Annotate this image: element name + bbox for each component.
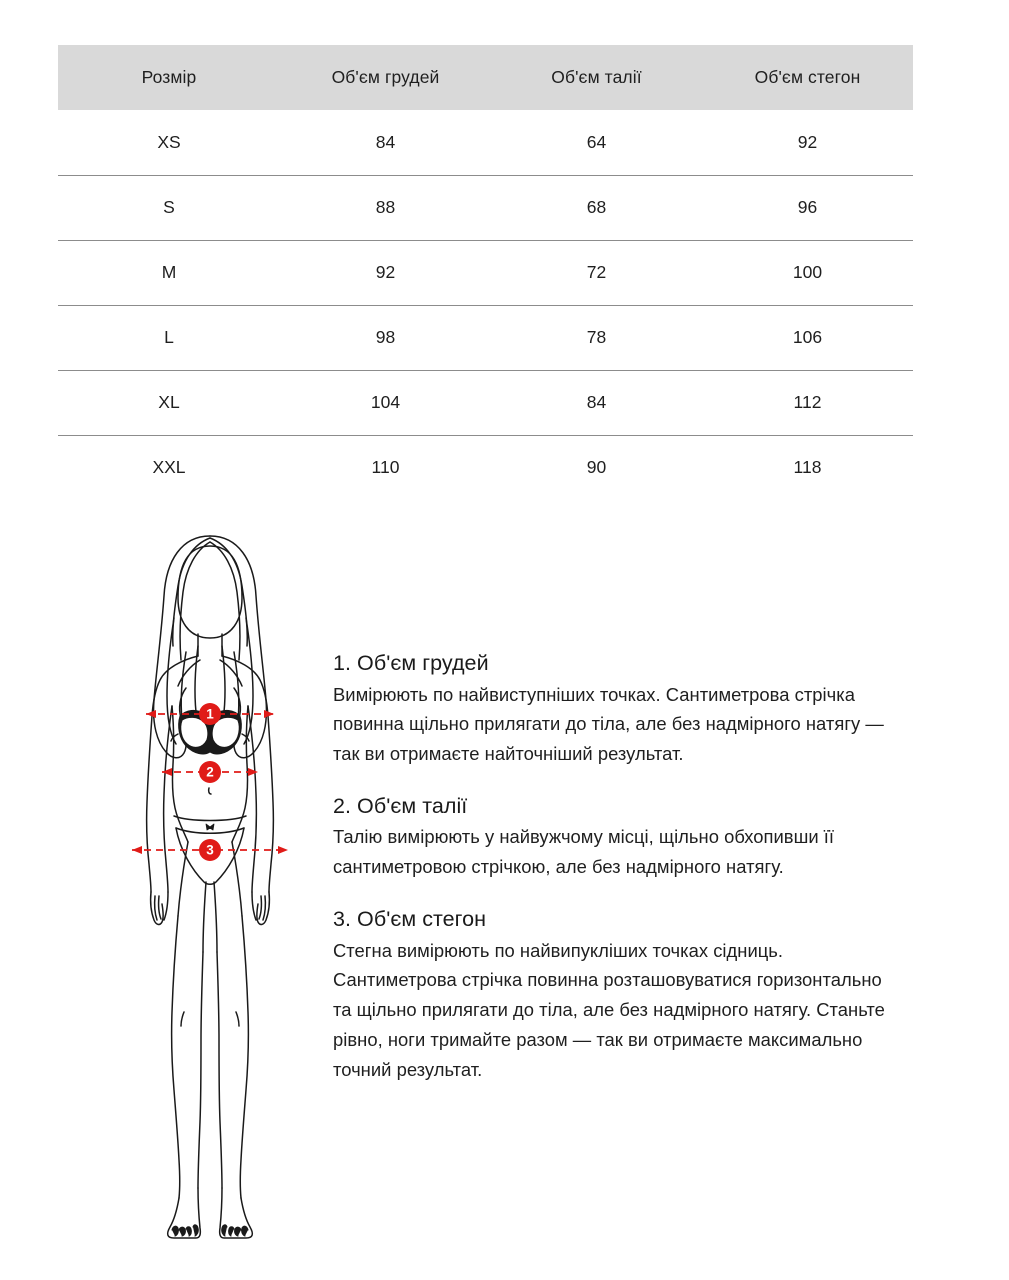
hips-arrow-head-left: [132, 846, 142, 854]
cell-size: L: [58, 305, 280, 370]
shoulder-left: [152, 656, 198, 716]
cell-hips: 100: [702, 240, 913, 305]
cell-waist: 72: [491, 240, 702, 305]
cell-size: M: [58, 240, 280, 305]
waist-arrow-head-left: [162, 768, 172, 776]
finger-left-1: [155, 896, 157, 920]
cell-waist: 64: [586, 131, 607, 152]
waist-arrow-head-right: [248, 768, 258, 776]
measurement-instructions: [333, 648, 905, 1085]
hip-right: [232, 842, 242, 916]
cell-bust: 104: [280, 370, 491, 435]
leg-left-inner: [198, 952, 203, 1188]
table-row: [58, 435, 913, 500]
cell-bust: 98: [280, 305, 491, 370]
cell-bust: 84: [375, 131, 396, 152]
table-header: [58, 45, 913, 110]
hips-marker-number: 3: [206, 842, 214, 858]
size-chart-table: [58, 45, 913, 500]
arm-left-outer: [147, 716, 152, 892]
finger-right-1: [263, 896, 265, 920]
hips-arrow-head-right: [278, 846, 288, 854]
cell-bust: 92: [280, 240, 491, 305]
table-body: [58, 110, 913, 500]
hair-strand-5: [167, 618, 176, 744]
hair-strand-3: [180, 542, 210, 660]
table-header-row: [58, 45, 913, 110]
cell-hips: 118: [702, 435, 913, 500]
arm-right-outer: [268, 716, 273, 892]
bust-marker-number: 1: [206, 706, 214, 722]
cell-size: XL: [58, 370, 280, 435]
body-outline-svg: [110, 520, 310, 1250]
hip-left: [178, 842, 188, 916]
arm-right-inner: [248, 706, 256, 892]
instruction-block-hips: [333, 904, 905, 1085]
column-header-bust: Об'єм грудей: [280, 45, 491, 110]
cell-waist: 90: [491, 435, 702, 500]
thigh-right-inner: [214, 882, 217, 952]
toes-group: [172, 1225, 248, 1236]
bust-arrow-head-left: [146, 710, 156, 718]
instruction-body-waist: Талію вимірюють у найвужчому місці, щільно обхопивши її сантиметровою стрічкою, але без надмірного натягу.: [333, 826, 835, 878]
navel: [209, 788, 211, 794]
cell-waist: 84: [491, 370, 702, 435]
hair-strand-4: [210, 542, 240, 660]
instruction-body-hips: Стегна вимірюють по найвипукліших точках сідниць. Сантиметрова стрічка повинна розташовуватися горизонтально та щільно прилягати до тіла, але без надмірного натягу. Станьте рівно, ноги тримайте разом — так ви отримаєте максимально точний результат.: [333, 939, 885, 1080]
cell-hips: 92: [797, 131, 818, 152]
cell-waist: 68: [491, 175, 702, 240]
instruction-title-waist: 2. Об'єм талії: [333, 793, 468, 818]
column-header-size: Розмір: [58, 45, 280, 110]
instruction-block-bust: [333, 648, 905, 769]
finger-right-2: [259, 896, 261, 919]
hand-right-inner: [252, 892, 256, 920]
cell-hips: 96: [702, 175, 913, 240]
knee-right: [236, 1012, 239, 1026]
instruction-block-waist: [333, 791, 905, 882]
female-body-figure: [110, 520, 310, 1250]
leg-right-outer: [240, 916, 248, 1198]
knee-left: [181, 1012, 184, 1026]
panty-waistband: [174, 816, 246, 821]
instruction-title-hips: 3. Об'єм стегон: [333, 907, 487, 932]
waist-marker-number: 2: [206, 764, 214, 780]
head-shape: [178, 546, 242, 638]
instruction-body-bust: Вимірюють по найвиступніших точках. Сантиметрова стрічка повинна щільно прилягати до тіла, але без надмірного натягу — так ви отримаєте найточніший результат.: [333, 683, 884, 765]
cell-bust: 88: [280, 175, 491, 240]
thigh-left-inner: [203, 882, 206, 952]
instruction-title-bust: 1. Об'єм грудей: [333, 651, 489, 675]
arm-left-inner: [164, 706, 172, 892]
hand-left-inner: [164, 892, 168, 920]
column-header-waist: Об'єм талії: [491, 45, 702, 110]
table-row: [58, 110, 913, 175]
table-row: [58, 305, 913, 370]
leg-right-inner: [217, 952, 222, 1188]
finger-left-2: [159, 896, 161, 919]
bust-arrow-head-right: [264, 710, 274, 718]
table-row: [58, 370, 913, 435]
cell-hips: 106: [702, 305, 913, 370]
body-outline-group: [147, 536, 274, 1238]
cell-waist: 78: [491, 305, 702, 370]
panty-top-edge: [176, 828, 244, 833]
cell-size: XXL: [58, 435, 280, 500]
table-row: [58, 240, 913, 305]
table-row: [58, 175, 913, 240]
shoulder-right: [222, 656, 268, 716]
cell-bust: 110: [280, 435, 491, 500]
hair-strand-6: [244, 618, 253, 744]
cell-size: S: [58, 175, 280, 240]
column-header-hips: Об'єм стегон: [702, 45, 913, 110]
cell-hips: 112: [702, 370, 913, 435]
cell-size: XS: [157, 131, 181, 152]
leg-left-outer: [172, 916, 180, 1198]
bow-decoration: [206, 824, 214, 830]
